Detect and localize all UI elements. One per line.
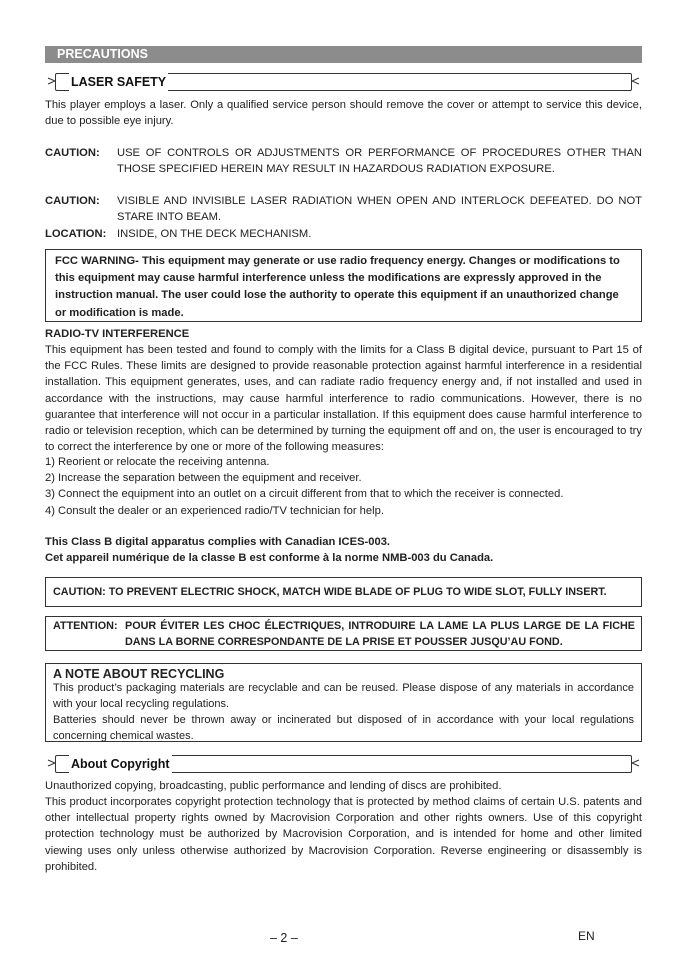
interference-measures-list — [45, 454, 642, 519]
language-code: EN — [578, 929, 595, 943]
heading-left-tab-icon — [47, 76, 57, 86]
heading-right-tab-icon — [630, 76, 640, 86]
recycling-batteries-paragraph: Batteries should never be thrown away or incinerated but disposed of in accordance with your local regulations concerning chemical wastes. — [53, 714, 634, 742]
location-text: INSIDE, ON THE DECK MECHANISM. — [117, 228, 312, 240]
laser-safety-heading — [45, 73, 642, 91]
canada-compliance-en: This Class B digital apparatus complies with Canadian ICES-003. — [45, 536, 391, 548]
list-item: 1) Reorient or relocate the receiving antenna. — [45, 456, 270, 468]
laser-location — [45, 226, 642, 243]
plug-caution-box — [45, 577, 642, 607]
caution-label: CAUTION: — [45, 147, 100, 159]
location-label: LOCATION: — [45, 228, 107, 240]
caution-adjustments — [45, 145, 642, 179]
radio-tv-body: This equipment has been tested and found to comply with the limits for a Class B digital device, pursuant to Part 15 of the FCC Rules. These limits are designed to provide reasonable protection against harmful interference in a residential installation. This equipment generates, uses, and can radiate radio frequency energy and, if not installed and used in accordance with the instructions, may cause harmful interference to radio communications. However, there is no guarantee that interference will not occur in a particular installation. If this equipment does cause harmful interference to radio or television reception, which can be determined by turning the equipment off and on, the user is encouraged to try to correct the interference by one or more of the following measures: — [45, 344, 642, 454]
recycling-note-box — [45, 663, 642, 742]
fcc-warning-box — [45, 249, 642, 322]
attention-text: POUR ÉVITER LES CHOC ÉLECTRIQUES, INTRODUIRE LA LAME LA PLUS LARGE DE LA FICHE DANS LA BORNE CORRESPONDANTE DE LA PRISE ET POUSSER JUSQU’AU FOND. — [125, 620, 635, 648]
recycling-paragraph: This product’s packaging materials are recyclable and can be reused. Please dispose of any materials in accordance with your local recycling regulations. — [53, 682, 634, 710]
heading-left-tab-icon — [47, 758, 57, 768]
attention-label: ATTENTION: — [53, 620, 118, 632]
caution-radiation — [45, 193, 642, 227]
laser-safety-title: LASER SAFETY — [71, 75, 167, 89]
caution-label: CAUTION: — [45, 195, 100, 207]
laser-intro-text: This player employs a laser. Only a qualified service person should remove the cover or attempt to service this device, due to possible eye injury. — [45, 99, 642, 128]
copyright-prohibition: Unauthorized copying, broadcasting, public performance and lending of discs are prohibited. — [45, 780, 502, 792]
document-page — [45, 0, 642, 972]
page-number: – 2 – — [270, 931, 298, 945]
fcc-warning-text: FCC WARNING- This equipment may generate or use radio frequency energy. Changes or modifications to this equipment may cause harmful interference unless the modifications are expressly approved in the instruction manual. The user could lose the authority to operate this equipment if an unauthorized change or modification is made. — [55, 255, 620, 319]
heading-right-tab-icon — [630, 758, 640, 768]
plug-caution-text: CAUTION: TO PREVENT ELECTRIC SHOCK, MATCH WIDE BLADE OF PLUG TO WIDE SLOT, FULLY INSERT. — [53, 586, 607, 598]
radio-tv-heading: RADIO-TV INTERFERENCE — [45, 328, 190, 340]
caution-text: VISIBLE AND INVISIBLE LASER RADIATION WHEN OPEN AND INTERLOCK DEFEATED. DO NOT STARE INTO BEAM. — [117, 195, 642, 224]
section-title-bar: PRECAUTIONS — [45, 46, 642, 63]
canada-compliance-fr: Cet appareil numérique de la classe B est conforme à la norme NMB-003 du Canada. — [45, 552, 494, 564]
list-item: 3) Connect the equipment into an outlet on a circuit different from that to which the receiver is connected. — [45, 488, 564, 501]
copyright-heading — [45, 755, 642, 773]
copyright-title: About Copyright — [71, 757, 170, 771]
caution-text: USE OF CONTROLS OR ADJUSTMENTS OR PERFORMANCE OF PROCEDURES OTHER THAN THOSE SPECIFIED HEREIN MAY RESULT IN HAZARDOUS RADIATION EXPOSURE. — [117, 147, 642, 176]
recycling-title: A NOTE ABOUT RECYCLING — [53, 667, 225, 681]
copyright-macrovision: This product incorporates copyright protection technology that is protected by method claims of certain U.S. patents and other intellectual property rights owned by Macrovision Corporation and other rights owners. Use of this copyright protection technology must be authorized by Macrovision Corporation, and is intended for home and other limited viewing uses only unless otherwise authorized by Macrovision Corporation. Reverse engineering or disassembly is prohibited. — [45, 796, 642, 873]
list-item: 2) Increase the separation between the equipment and receiver. — [45, 472, 362, 485]
list-item: 4) Consult the dealer or an experienced radio/TV technician for help. — [45, 504, 384, 517]
attention-box — [45, 616, 642, 651]
